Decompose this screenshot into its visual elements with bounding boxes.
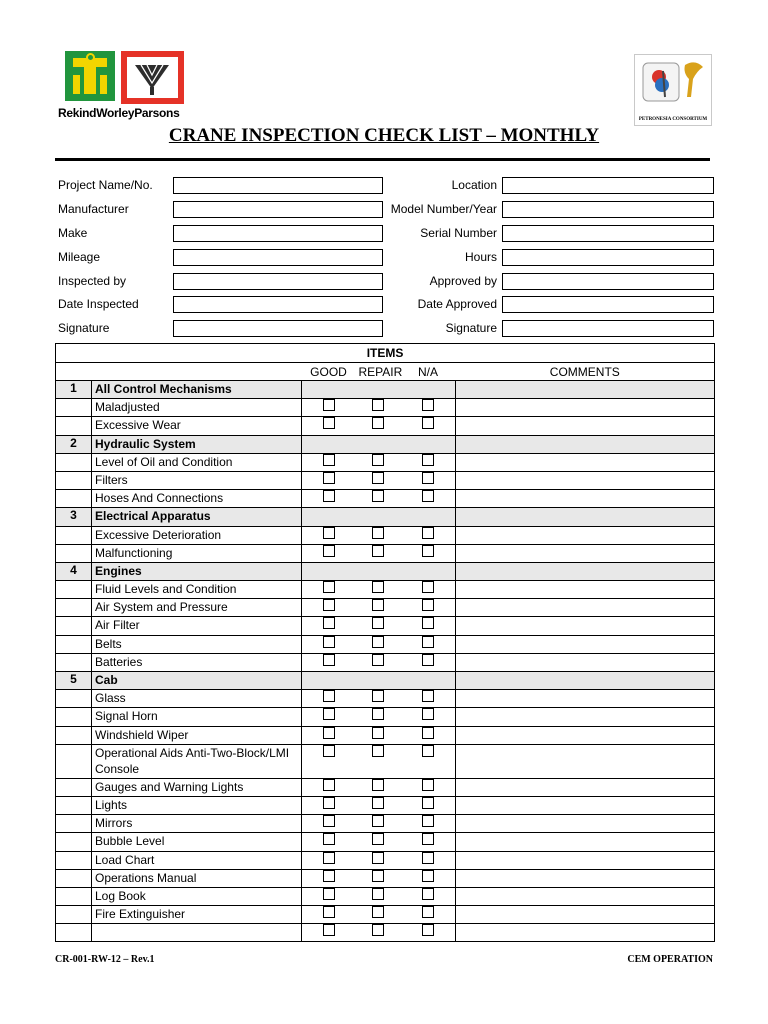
good-checkbox[interactable] xyxy=(323,870,335,882)
na-checkbox[interactable] xyxy=(422,924,434,936)
item-label: Maladjusted xyxy=(92,399,302,417)
good-checkbox[interactable] xyxy=(323,924,335,936)
repair-checkbox[interactable] xyxy=(372,599,384,611)
field-label-right: Model Number/Year xyxy=(390,202,497,216)
item-label: Operational Aids Anti-Two-Block/LMI Console xyxy=(92,744,302,778)
comments-cell[interactable] xyxy=(456,778,715,796)
repair-checkbox[interactable] xyxy=(372,906,384,918)
comments-cell[interactable] xyxy=(456,617,715,635)
item-label: Lights xyxy=(92,796,302,814)
petronesia-logo xyxy=(634,54,712,126)
na-checkbox[interactable] xyxy=(422,617,434,629)
repair-checkbox[interactable] xyxy=(372,690,384,702)
row-number: 2 xyxy=(56,435,92,453)
field-input-right[interactable] xyxy=(502,177,714,194)
repair-checkbox[interactable] xyxy=(372,545,384,557)
na-checkbox[interactable] xyxy=(422,454,434,466)
good-checkbox[interactable] xyxy=(323,708,335,720)
item-label: Bubble Level xyxy=(92,833,302,851)
na-checkbox[interactable] xyxy=(422,490,434,502)
item-row xyxy=(56,635,715,653)
row-number xyxy=(56,490,92,508)
good-checkbox[interactable] xyxy=(323,654,335,666)
repair-checkbox[interactable] xyxy=(372,527,384,539)
item-label: Glass xyxy=(92,690,302,708)
comments-cell[interactable] xyxy=(456,690,715,708)
good-checkbox[interactable] xyxy=(323,599,335,611)
repair-checkbox[interactable] xyxy=(372,833,384,845)
comments-cell[interactable] xyxy=(456,490,715,508)
section-row xyxy=(56,672,715,690)
comments-cell[interactable] xyxy=(456,869,715,887)
column-header-row xyxy=(56,363,715,381)
repair-checkbox[interactable] xyxy=(372,727,384,739)
good-checkbox[interactable] xyxy=(323,745,335,757)
section-title: All Control Mechanisms xyxy=(92,381,302,399)
field-input-right[interactable] xyxy=(502,320,714,337)
comments-cell[interactable] xyxy=(456,581,715,599)
na-checkbox[interactable] xyxy=(422,870,434,882)
field-input-left[interactable] xyxy=(173,320,383,337)
item-label: Excessive Deterioration xyxy=(92,526,302,544)
row-number: 4 xyxy=(56,562,92,580)
na-checkbox[interactable] xyxy=(422,545,434,557)
checklist-table xyxy=(55,343,715,942)
comments-cell[interactable] xyxy=(456,417,715,435)
good-checkbox[interactable] xyxy=(323,888,335,900)
field-label-right: Hours xyxy=(464,250,497,264)
repair-checkbox[interactable] xyxy=(372,617,384,629)
item-row xyxy=(56,471,715,489)
field-label-left: Manufacturer xyxy=(58,202,129,216)
repair-checkbox[interactable] xyxy=(372,472,384,484)
item-label: Excessive Wear xyxy=(92,417,302,435)
repair-checkbox[interactable] xyxy=(372,888,384,900)
item-label: Fire Extinguisher xyxy=(92,906,302,924)
good-checkbox[interactable] xyxy=(323,617,335,629)
field-input-right[interactable] xyxy=(502,225,714,242)
field-label-left: Make xyxy=(58,226,88,240)
section-row xyxy=(56,562,715,580)
row-number xyxy=(56,924,92,942)
field-label-right: Serial Number xyxy=(420,226,497,240)
row-number xyxy=(56,690,92,708)
na-checkbox[interactable] xyxy=(422,727,434,739)
item-row xyxy=(56,526,715,544)
good-checkbox[interactable] xyxy=(323,527,335,539)
na-checkbox[interactable] xyxy=(422,708,434,720)
item-row xyxy=(56,796,715,814)
item-row xyxy=(56,726,715,744)
na-checkbox[interactable] xyxy=(422,797,434,809)
item-row xyxy=(56,833,715,851)
na-checkbox[interactable] xyxy=(422,852,434,864)
repair-checkbox[interactable] xyxy=(372,745,384,757)
items-header-row xyxy=(56,344,715,363)
good-checkbox[interactable] xyxy=(323,472,335,484)
item-row xyxy=(56,399,715,417)
worleyparsons-logo xyxy=(121,51,184,104)
good-checkbox[interactable] xyxy=(323,417,335,429)
row-number xyxy=(56,887,92,905)
item-label xyxy=(92,924,302,942)
row-number: 3 xyxy=(56,508,92,526)
good-checkbox[interactable] xyxy=(323,636,335,648)
good-checkbox[interactable] xyxy=(323,833,335,845)
item-label: Fluid Levels and Condition xyxy=(92,581,302,599)
na-checkbox[interactable] xyxy=(422,815,434,827)
item-label: Gauges and Warning Lights xyxy=(92,778,302,796)
row-number xyxy=(56,796,92,814)
good-checkbox[interactable] xyxy=(323,490,335,502)
item-row xyxy=(56,690,715,708)
field-label-right: Location xyxy=(451,178,497,192)
item-row xyxy=(56,453,715,471)
item-row xyxy=(56,906,715,924)
row-number xyxy=(56,726,92,744)
comments-cell[interactable] xyxy=(456,744,715,778)
field-label-left: Mileage xyxy=(58,250,101,264)
row-number xyxy=(56,833,92,851)
row-number xyxy=(56,581,92,599)
repair-checkbox[interactable] xyxy=(372,490,384,502)
rekind-logo xyxy=(65,51,115,101)
col-repair-header: REPAIR xyxy=(356,363,401,381)
section-row xyxy=(56,508,715,526)
comments-cell[interactable] xyxy=(456,653,715,671)
item-row xyxy=(56,851,715,869)
comments-cell[interactable] xyxy=(456,526,715,544)
good-checkbox[interactable] xyxy=(323,690,335,702)
item-row xyxy=(56,887,715,905)
repair-checkbox[interactable] xyxy=(372,636,384,648)
section-title: Electrical Apparatus xyxy=(92,508,302,526)
repair-checkbox[interactable] xyxy=(372,779,384,791)
repair-checkbox[interactable] xyxy=(372,581,384,593)
comments-cell[interactable] xyxy=(456,887,715,905)
na-checkbox[interactable] xyxy=(422,417,434,429)
item-label: Operations Manual xyxy=(92,869,302,887)
document-code: CR-001-RW-12 – Rev.1 xyxy=(55,954,155,965)
item-row xyxy=(56,581,715,599)
comments-cell[interactable] xyxy=(456,906,715,924)
good-checkbox[interactable] xyxy=(323,454,335,466)
row-number xyxy=(56,851,92,869)
na-checkbox[interactable] xyxy=(422,779,434,791)
comments-cell[interactable] xyxy=(456,726,715,744)
section-title: Hydraulic System xyxy=(92,435,302,453)
field-label-left: Date Inspected xyxy=(58,297,139,311)
section-row xyxy=(56,435,715,453)
item-label: Belts xyxy=(92,635,302,653)
na-checkbox[interactable] xyxy=(422,527,434,539)
good-checkbox[interactable] xyxy=(323,545,335,557)
field-label-right: Approved by xyxy=(429,274,497,288)
item-row xyxy=(56,708,715,726)
item-label: Mirrors xyxy=(92,815,302,833)
item-row xyxy=(56,869,715,887)
petronesia-text: PETRONESIA CONSORTIUM xyxy=(638,117,708,122)
items-header: ITEMS xyxy=(56,344,715,363)
good-checkbox[interactable] xyxy=(323,399,335,411)
department-label: CEM OPERATION xyxy=(627,954,713,965)
row-number xyxy=(56,526,92,544)
field-input-left[interactable] xyxy=(173,296,383,313)
na-checkbox[interactable] xyxy=(422,399,434,411)
repair-checkbox[interactable] xyxy=(372,815,384,827)
section-title: Cab xyxy=(92,672,302,690)
repair-checkbox[interactable] xyxy=(372,399,384,411)
item-row xyxy=(56,617,715,635)
comments-cell[interactable] xyxy=(456,851,715,869)
comments-cell xyxy=(456,672,715,690)
repair-checkbox[interactable] xyxy=(372,708,384,720)
repair-checkbox[interactable] xyxy=(372,417,384,429)
comments-cell[interactable] xyxy=(456,599,715,617)
good-checkbox[interactable] xyxy=(323,797,335,809)
field-input-left[interactable] xyxy=(173,225,383,242)
item-label: Batteries xyxy=(92,653,302,671)
row-number xyxy=(56,471,92,489)
field-input-right[interactable] xyxy=(502,296,714,313)
row-number: 5 xyxy=(56,672,92,690)
company-name-logo-text: RekindWorleyParsons xyxy=(58,106,180,120)
na-checkbox[interactable] xyxy=(422,906,434,918)
na-checkbox[interactable] xyxy=(422,636,434,648)
na-checkbox[interactable] xyxy=(422,690,434,702)
na-checkbox[interactable] xyxy=(422,654,434,666)
row-number xyxy=(56,906,92,924)
na-checkbox[interactable] xyxy=(422,472,434,484)
item-label: Level of Oil and Condition xyxy=(92,453,302,471)
row-number xyxy=(56,744,92,778)
comments-cell[interactable] xyxy=(456,708,715,726)
comments-cell[interactable] xyxy=(456,453,715,471)
item-row xyxy=(56,778,715,796)
repair-checkbox[interactable] xyxy=(372,870,384,882)
field-input-right[interactable] xyxy=(502,201,714,218)
comments-cell xyxy=(456,508,715,526)
row-number xyxy=(56,635,92,653)
title-divider xyxy=(55,158,710,161)
row-number xyxy=(56,778,92,796)
na-checkbox[interactable] xyxy=(422,888,434,900)
row-number: 1 xyxy=(56,381,92,399)
row-number xyxy=(56,399,92,417)
row-number xyxy=(56,869,92,887)
comments-cell xyxy=(456,435,715,453)
item-label: Hoses And Connections xyxy=(92,490,302,508)
col-na-header: N/A xyxy=(401,363,456,381)
item-label: Malfunctioning xyxy=(92,544,302,562)
section-title: Engines xyxy=(92,562,302,580)
field-label-right: Date Approved xyxy=(417,297,497,311)
repair-checkbox[interactable] xyxy=(372,924,384,936)
good-checkbox[interactable] xyxy=(323,852,335,864)
item-row xyxy=(56,599,715,617)
row-number xyxy=(56,453,92,471)
field-input-left[interactable] xyxy=(173,201,383,218)
item-row xyxy=(56,544,715,562)
field-input-left[interactable] xyxy=(173,273,383,290)
item-row xyxy=(56,924,715,942)
repair-checkbox[interactable] xyxy=(372,454,384,466)
comments-cell xyxy=(456,562,715,580)
item-label: Log Book xyxy=(92,887,302,905)
comments-cell[interactable] xyxy=(456,471,715,489)
na-checkbox[interactable] xyxy=(422,745,434,757)
field-label-left: Inspected by xyxy=(58,274,127,288)
comments-cell[interactable] xyxy=(456,544,715,562)
repair-checkbox[interactable] xyxy=(372,797,384,809)
item-row xyxy=(56,653,715,671)
comments-cell[interactable] xyxy=(456,815,715,833)
good-checkbox[interactable] xyxy=(323,779,335,791)
item-row xyxy=(56,490,715,508)
field-label-left: Project Name/No. xyxy=(58,178,153,192)
row-number xyxy=(56,815,92,833)
col-good-header: GOOD xyxy=(302,363,356,381)
field-input-left[interactable] xyxy=(173,177,383,194)
row-number xyxy=(56,599,92,617)
item-label: Air System and Pressure xyxy=(92,599,302,617)
comments-cell[interactable] xyxy=(456,399,715,417)
field-input-right[interactable] xyxy=(502,249,714,266)
na-checkbox[interactable] xyxy=(422,833,434,845)
repair-checkbox[interactable] xyxy=(372,852,384,864)
item-row xyxy=(56,815,715,833)
good-checkbox[interactable] xyxy=(323,906,335,918)
item-label: Load Chart xyxy=(92,851,302,869)
item-label: Air Filter xyxy=(92,617,302,635)
page-title: CRANE INSPECTION CHECK LIST – MONTHLY xyxy=(168,125,600,146)
item-row xyxy=(56,744,715,778)
good-checkbox[interactable] xyxy=(323,727,335,739)
item-row xyxy=(56,417,715,435)
item-label: Filters xyxy=(92,471,302,489)
row-number xyxy=(56,617,92,635)
item-label: Windshield Wiper xyxy=(92,726,302,744)
comments-cell[interactable] xyxy=(456,833,715,851)
comments-cell[interactable] xyxy=(456,796,715,814)
col-comments-header: COMMENTS xyxy=(456,363,715,381)
repair-checkbox[interactable] xyxy=(372,654,384,666)
item-label: Signal Horn xyxy=(92,708,302,726)
field-input-left[interactable] xyxy=(173,249,383,266)
comments-cell xyxy=(456,381,715,399)
na-checkbox[interactable] xyxy=(422,599,434,611)
row-number xyxy=(56,544,92,562)
comments-cell[interactable] xyxy=(456,924,715,942)
row-number xyxy=(56,417,92,435)
row-number xyxy=(56,708,92,726)
field-input-right[interactable] xyxy=(502,273,714,290)
row-number xyxy=(56,653,92,671)
field-label-right: Signature xyxy=(445,321,497,335)
comments-cell[interactable] xyxy=(456,635,715,653)
section-row xyxy=(56,381,715,399)
good-checkbox[interactable] xyxy=(323,815,335,827)
field-label-left: Signature xyxy=(58,321,110,335)
good-checkbox[interactable] xyxy=(323,581,335,593)
na-checkbox[interactable] xyxy=(422,581,434,593)
